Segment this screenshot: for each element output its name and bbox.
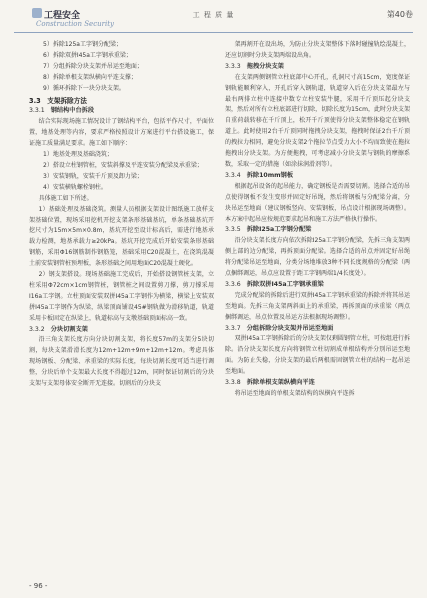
subsection-number: 3.3.4	[225, 171, 241, 179]
list-item: 9）循环拆除下一块分块支架。	[43, 84, 125, 92]
subsection-heading	[29, 106, 214, 117]
paragraph: 沿三角支架长度方向分块切割支架，将长度57m的支架分5块切割，每块支架滑滑长度为12m+12m+9m+12m+12m。考虑具体现场钢板、分配梁、承重梁的实际长度，每块切割长度可适当进行调整，分块后单个支架最大长度不得超过12m，同时保证切割后的分块支架与支架母体安全断开无连接。切割后的分块支	[29, 336, 214, 388]
page-header	[14, 6, 413, 33]
header-title: 工程安全	[44, 11, 81, 21]
subsection-title: 拆除单根支架纵横向平连	[246, 379, 315, 387]
paragraph: 根据起吊设备的起吊能力，确定钢板是否需要切割。选择合适的吊点使得钢板不发生变形并固定好吊绳，然后将钢板与分配梁分离，分块吊运至地面（建议钢板竖向、安装钢板，吊点设计根据现场调整）。本方案中起吊应按规范要求起吊和施工方法严格执行操作。	[225, 182, 410, 223]
subsection-heading	[225, 324, 410, 335]
subsection-number: 3.3.7	[225, 324, 241, 332]
section-heading: 3.3 支架拆除方法	[29, 96, 87, 105]
subsection-heading	[29, 325, 214, 336]
list-item: 3）安装钢轨，安装千斤顶及卸力梁；	[43, 172, 143, 180]
subsection-title: 拆除双拼I45a工字钢承重梁	[246, 280, 324, 288]
subsection-number: 3.3.5	[225, 226, 241, 234]
subsection-heading	[225, 171, 410, 182]
paragraph: 完成分配梁的拆除后进行双拼I45a工字钢承重梁的拆除并将其吊运至地面。先拆三角支架两斜面上的承重梁，再拆顶面的承重梁（两点捆绑调运，吊点位置及吊运方法根据现场调整）。	[225, 291, 410, 321]
subsection-title: 分组拆除分块支架并吊运至地面	[246, 324, 334, 332]
subsection-number: 3.3.1	[29, 107, 45, 115]
paragraph: 沿分块支架长度方向依次拆除I25a工字钢分配梁，先拆三角支架两侧上部的边分配梁，再拆顶面分配梁。选择合适的吊点并固定好吊绳将分配梁吊运至地面，分类分场地堆放3种不同长度规格的分配梁（两点捆绑调运，吊点应设置于距工字钢两端1/4长度处）。	[225, 237, 410, 278]
subsection-title: 分块切割支架	[50, 325, 88, 333]
subsection-heading	[225, 62, 410, 73]
page-number: - 96 -	[29, 582, 48, 590]
header-section: 工 程 质 量	[192, 11, 235, 19]
list-item: 2）搭设立柱钢管桩，安装斜撑及平连安装分配梁及承重梁；	[43, 161, 203, 169]
subsection-number: 3.3.3	[225, 62, 241, 70]
list-item: 6）拆除双拼I45a工字钢承重梁；	[43, 51, 132, 59]
paragraph: 将吊运至地面的单根支架结构的纵横向平连拆	[234, 390, 355, 397]
subsection-title: 拆除I25a工字钢分配梁	[246, 226, 312, 234]
header-subtitle: Construction Security	[36, 20, 114, 28]
right-column	[225, 40, 410, 400]
paragraph: 2）钢支架搭设。现场基础施工完成后，开始搭设钢管桩支架，立柱采用Φ72cm×1cm钢管桩，钢管桩之间设置剪刀撑，剪刀撑采用I16a工字钢。立柱顶面安装双拼I45a工字钢作为横梁，横梁上安装双拼I45a工字钢作为纵梁，纵梁顶面铺设45#钢轨做为滑移轨道，轨道采用卡板固定在纵梁上，轨道标高与支墩基础顶面标高一致。	[29, 271, 214, 322]
subsection-number: 3.3.6	[225, 280, 241, 288]
paragraph: 1）基础处理及基础浇筑。测量人员根据支架设计图纸施工放样支架基础位置，现场采用挖机开挖支架条形基础基坑，单条基础基坑开挖尺寸为15m×5m×0.8m，基坑开挖至设计标高后，需进行地基承载力检测，地基承载力≥20kPa。基坑开挖完成后开始安装条形基础钢筋，采用Φ16钢筋制作钢筋笼，基础采用C20混凝土，在浇筑混凝土前安装钢管桩预埋板，条形基础之间用地面C20混凝土硬化。	[29, 205, 214, 268]
list-item: 4）安装横轨螺栓钢柱。	[43, 183, 107, 191]
subsection-title: 拆除10mm钢板	[246, 171, 294, 179]
paragraph: 结合实际现场施工情况设计了钢结构平台，包括平作尺寸，平面位置，地基处理等内容，要求严格按照设计方案进行平台搭设施工，保证施工质量满足要求。施工如下顺序：	[29, 118, 214, 148]
header-issue: 第40卷	[386, 10, 413, 19]
subsection-number: 3.3.2	[29, 325, 45, 333]
list-item: 7）分组拆除分块支架并吊运至地面；	[43, 62, 143, 70]
paragraph: 在支架两侧钢管立柱底部中心开孔，孔洞尺寸高15cm，宽度保证钢轨能顺利穿入，开孔后穿入钢轨道，轨道穿入后在分块支架最左与最右两排立柱中连接中数专立柱安装牛腿，采用千斤顶压起分块支架，然后对所有立柱底部进行切除，切除长度为15cm，此时分块支架自重荷载转移在千斤顶上，松开千斤顶使得分块支架整体稳定在钢轨道上。此时使用2台千斤顶同时拖拽分块支架，拖拽时保证2台千斤顶的拽拉力相同，避免分块支架2个拖拉节点受力大小不均而致使在拖拉拖拽出分块支架。为方便拖拽，可考虑减小分块支架与钢轨的摩擦系数，采取一定的措施（如涂抹润滑剂等）。	[225, 73, 410, 168]
subsection-title: 拖拽分块支架	[246, 62, 284, 70]
list-item: 8）拆除单根支架纵横向平连支撑；	[43, 73, 137, 81]
paragraph: 架再割开在设出场，为防止分块支架整体下落时碰撞轨绘混凝土，还应切割时分块支架两端设出角。	[225, 41, 410, 59]
list-item: 1）地基处理及基础浇筑；	[43, 151, 113, 159]
left-column	[29, 40, 214, 390]
subsection-heading	[225, 225, 410, 236]
subsection-heading	[225, 378, 410, 389]
subsection-title: 钢结构中台拆段	[50, 107, 95, 115]
list-item: 5）拆除125a工字钢分配梁；	[43, 41, 122, 48]
subsection-heading	[225, 280, 410, 291]
paragraph: 双拼I45a工字钢拆除后的分块支架仅剩圆钢管立柱，可按组进行拆除。沿分块支架长度方向将钢管立柱切割成单根结构并分别吊运至地面。为防止失稳，分块支架的最后两根需固钢管立柱的结构一起吊运至地面。	[225, 335, 410, 376]
paragraph: 具体施工如下所述。	[38, 194, 93, 202]
subsection-number: 3.3.8	[225, 379, 241, 387]
